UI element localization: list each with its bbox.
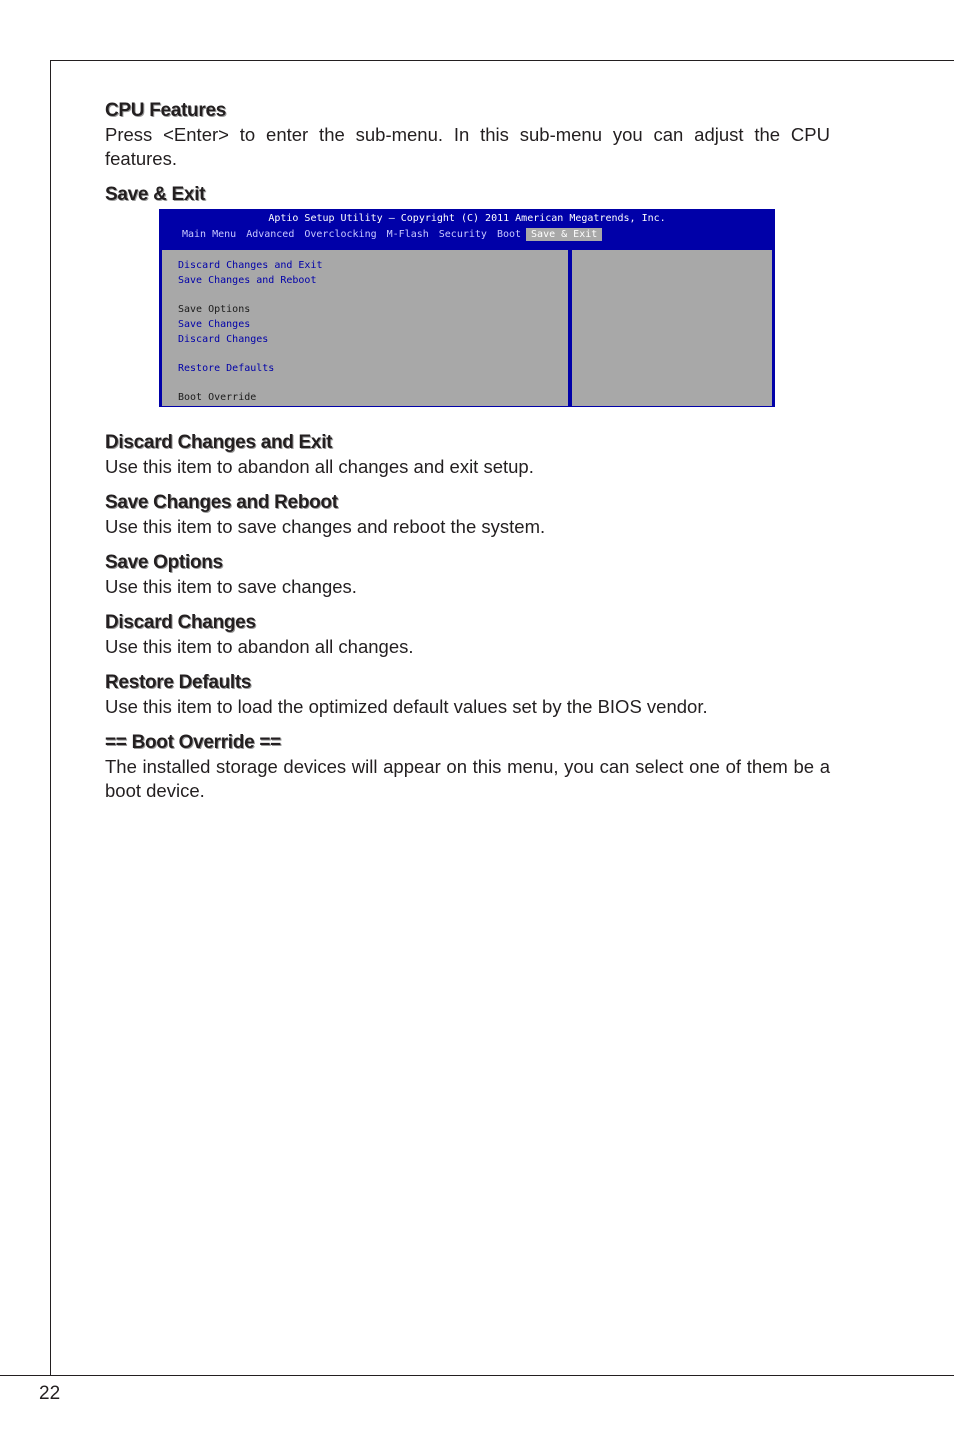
bios-item-restore-defaults[interactable]: Restore Defaults: [178, 363, 275, 374]
section-body: Use this item to abandon all changes and exit setup.: [105, 456, 534, 477]
bios-tab-bar: [177, 228, 602, 241]
section-body: The installed storage devices will appear on this menu, you can select one of them be a boot device.: [105, 756, 830, 801]
section-heading: Save Changes and Reboot: [105, 492, 338, 513]
section-heading: CPU Features: [105, 100, 226, 121]
section-restore-defaults: [105, 671, 830, 719]
bios-tab-security[interactable]: Security: [438, 229, 487, 240]
bios-tab-boot[interactable]: Boot: [496, 229, 522, 240]
bios-screenshot: [159, 209, 775, 407]
page-frame-top: [50, 60, 954, 61]
bios-item-boot-override: Boot Override: [178, 392, 257, 403]
section-body: Press <Enter> to enter the sub-menu. In this sub-menu you can adjust the CPU features.: [105, 124, 830, 169]
bios-item-save-changes[interactable]: Save Changes: [178, 319, 251, 330]
section-heading: Discard Changes and Exit: [105, 432, 333, 453]
section-heading: == Boot Override ==: [105, 732, 281, 753]
bios-help-panel: [571, 249, 773, 407]
bios-tab-m-flash[interactable]: M-Flash: [386, 229, 429, 240]
bios-item-discard-changes-and-exit[interactable]: Discard Changes and Exit: [178, 260, 323, 271]
section-body: Use this item to save changes.: [105, 576, 357, 597]
section-heading: Restore Defaults: [105, 672, 252, 693]
bios-item-save-changes-and-reboot[interactable]: Save Changes and Reboot: [178, 275, 317, 286]
section-save-exit: [105, 183, 830, 207]
bios-item-save-options: Save Options: [178, 304, 251, 315]
section-body: Use this item to load the optimized default values set by the BIOS vendor.: [105, 696, 708, 717]
bios-title: Aptio Setup Utility – Copyright (C) 2011 American Megatrends, Inc.: [268, 213, 666, 224]
page-frame-bottom: [0, 1375, 954, 1376]
section-discard-changes: [105, 611, 830, 659]
bios-tab-main-menu[interactable]: Main Menu: [182, 229, 237, 240]
section-heading: Discard Changes: [105, 612, 256, 633]
section-body: Use this item to save changes and reboot the system.: [105, 516, 546, 537]
section-save-changes-and-reboot: [105, 491, 830, 539]
bios-tab-overclocking[interactable]: Overclocking: [304, 229, 377, 240]
bios-menu-panel: [161, 249, 569, 407]
bios-tab-save-exit[interactable]: Save & Exit: [526, 228, 602, 241]
page-number: 22: [39, 1383, 61, 1404]
section-heading: Save & Exit: [105, 184, 206, 205]
section-body: Use this item to abandon all changes.: [105, 636, 414, 657]
section-boot-override: [105, 731, 830, 803]
section-save-options: [105, 551, 830, 599]
section-discard-changes-and-exit: [105, 431, 830, 479]
bios-item-discard-changes[interactable]: Discard Changes: [178, 334, 269, 345]
bios-tab-advanced[interactable]: Advanced: [246, 229, 295, 240]
page-content: [105, 99, 830, 815]
section-heading: Save Options: [105, 552, 223, 573]
section-cpu-features: [105, 99, 830, 171]
page-frame-left: [50, 60, 51, 1376]
